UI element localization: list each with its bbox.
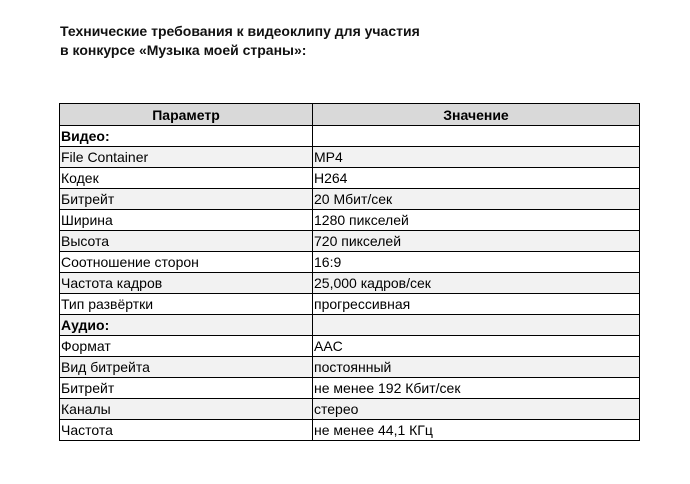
cell-parameter: Частота кадров	[60, 273, 313, 294]
cell-value: не менее 192 Кбит/сек	[313, 378, 640, 399]
table-row	[60, 252, 640, 273]
cell-value: MP4	[313, 147, 640, 168]
title-line-2: в конкурсе «Музыка моей страны»:	[60, 42, 307, 58]
table-row	[60, 168, 640, 189]
table-row	[60, 210, 640, 231]
cell-parameter: Вид битрейта	[60, 357, 313, 378]
table-row	[60, 294, 640, 315]
cell-value: постоянный	[313, 357, 640, 378]
cell-value: H264	[313, 168, 640, 189]
table-row	[60, 147, 640, 168]
cell-value: 20 Мбит/сек	[313, 189, 640, 210]
table-header-row	[60, 104, 640, 126]
cell-value	[313, 315, 640, 336]
table-row	[60, 336, 640, 357]
cell-parameter: Кодек	[60, 168, 313, 189]
cell-value	[313, 126, 640, 147]
table-row	[60, 273, 640, 294]
cell-value: 25,000 кадров/сек	[313, 273, 640, 294]
section-row	[60, 315, 640, 336]
requirements-table	[59, 103, 640, 441]
table-row	[60, 378, 640, 399]
title-line-1: Технические требования к видеоклипу для участия	[60, 23, 420, 39]
cell-parameter: Битрейт	[60, 378, 313, 399]
cell-value: 1280 пикселей	[313, 210, 640, 231]
cell-value: 16:9	[313, 252, 640, 273]
table-row	[60, 420, 640, 441]
cell-parameter: Тип развёртки	[60, 294, 313, 315]
cell-parameter: Высота	[60, 231, 313, 252]
page-title	[60, 22, 420, 60]
table-row	[60, 231, 640, 252]
cell-value: AAC	[313, 336, 640, 357]
cell-parameter: Каналы	[60, 399, 313, 420]
header-value: Значение	[313, 104, 640, 126]
header-parameter: Параметр	[60, 104, 313, 126]
cell-parameter: Аудио:	[60, 315, 313, 336]
table-row	[60, 189, 640, 210]
section-row	[60, 126, 640, 147]
cell-parameter: Частота	[60, 420, 313, 441]
table-body	[60, 126, 640, 441]
cell-parameter: Формат	[60, 336, 313, 357]
cell-parameter: Ширина	[60, 210, 313, 231]
cell-value: не менее 44,1 КГц	[313, 420, 640, 441]
cell-parameter: File Container	[60, 147, 313, 168]
cell-value: прогрессивная	[313, 294, 640, 315]
cell-parameter: Видео:	[60, 126, 313, 147]
cell-parameter: Соотношение сторон	[60, 252, 313, 273]
table-row	[60, 399, 640, 420]
cell-value: 720 пикселей	[313, 231, 640, 252]
cell-value: стерео	[313, 399, 640, 420]
table-row	[60, 357, 640, 378]
cell-parameter: Битрейт	[60, 189, 313, 210]
